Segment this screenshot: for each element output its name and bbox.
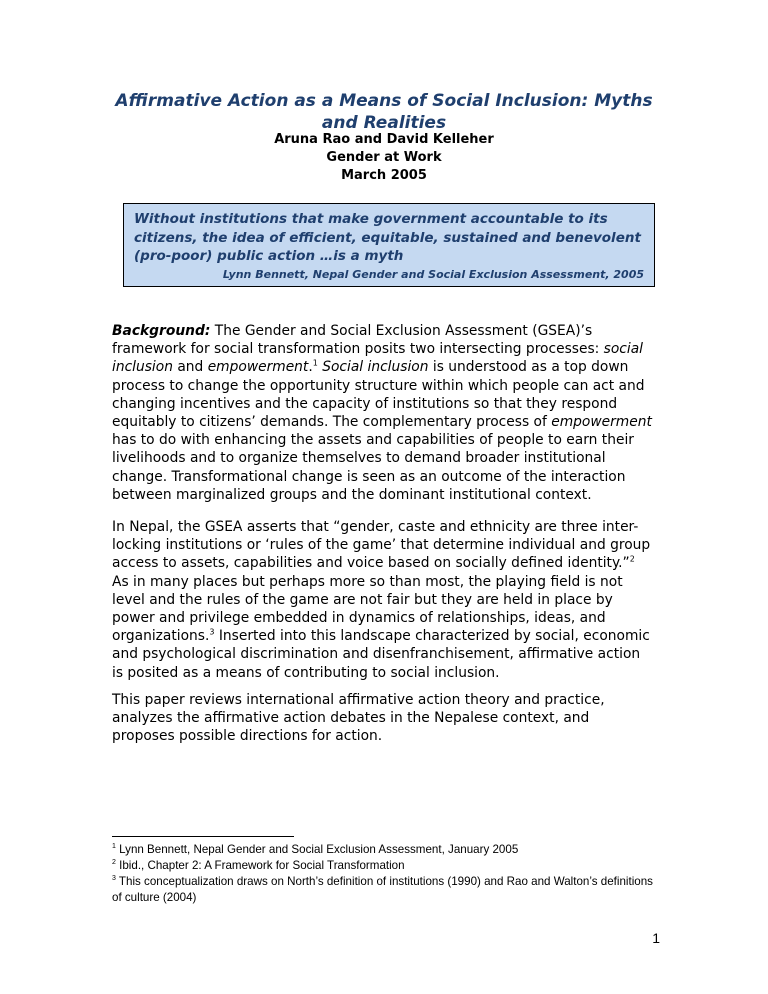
organization: Gender at Work: [326, 150, 442, 165]
term-empowerment-2: empowerment: [551, 414, 652, 431]
footnotes: [112, 842, 660, 906]
footnote: $^3$ This conceptualization draws on North’s definition of institutions (1990) and Rao and Walton’s definitions of culture (2004): [112, 875, 653, 904]
author-block: [110, 131, 658, 185]
page-number: 1: [652, 930, 660, 946]
paper-title: Affirmative Action as a Means of Social Inclusion: Myths and Realities: [115, 91, 653, 133]
footnote: $^1$ Lynn Bennett, Nepal Gender and Social Exclusion Assessment, January 2005: [112, 843, 519, 856]
epigraph-quote: Without institutions that make government accountable to its citizens, the idea of efficient, equitable, sustained and benevolent (pro-poor) public action …is a myth: [134, 211, 641, 264]
footnote-separator: [112, 836, 294, 837]
footnote-ref-2[interactable]: 2: [629, 554, 635, 564]
epigraph-attribution: Lynn Bennett, Nepal Gender and Social Exclusion Assessment, 2005: [222, 267, 644, 281]
nepal-paragraph: In Nepal, the GSEA asserts that “gender, caste and ethnicity are three inter-locking institutions or ‘rules of the game’ that determine individual and group access to assets, capabilities and voice based on socially defined identity.”$^2$ As in many places but perhaps more so than most, the playing field is not level and the rules of the game are not fair but they are held in place by power and privilege embedded in dynamics of relationships, ideas, and organizations.$^3$ Inserted into this landscape characterized by social, economic and psychological discrimination and disenfranchisement, affirmative action is posited as a means of contributing to social inclusion.: [112, 519, 651, 681]
term-social-inclusion: social inclusion: [112, 341, 644, 376]
background-lead: Background:: [112, 323, 211, 339]
background-paragraph: Background: The Gender and Social Exclusion Assessment (GSEA)’s framework for social transformation posits two intersecting processes: social inclusion and empowerment.$^1$ Social inclusion is understood as a top down process to change the opportunity structure within which people can act and changing incentives and the capacity of institutions so that they respond equitably to citizens’ demands. The complementary process of empowerment has to do with enhancing the assets and capabilities of people to earn their livelihoods and to organize themselves to demand broader institutional change. Transformational change is seen as an outcome of the interaction between marginalized groups and the dominant institutional context.: [112, 323, 652, 503]
epigraph-quote-box: [123, 203, 655, 287]
footnote-ref-1[interactable]: 1: [312, 358, 318, 368]
footnote-ref-3[interactable]: 3: [209, 627, 215, 637]
term-empowerment: empowerment: [207, 359, 309, 376]
term-social-inclusion-2: Social inclusion: [322, 359, 429, 376]
footnote: $^2$ Ibid., Chapter 2: A Framework for Social Transformation: [112, 859, 405, 872]
publication-date: March 2005: [341, 168, 427, 183]
authors: Aruna Rao and David Kelleher: [274, 132, 494, 147]
paper-overview-paragraph: This paper reviews international affirmative action theory and practice, analyzes the affirmative action debates in the Nepalese context, and proposes possible directions for action.: [112, 692, 605, 745]
